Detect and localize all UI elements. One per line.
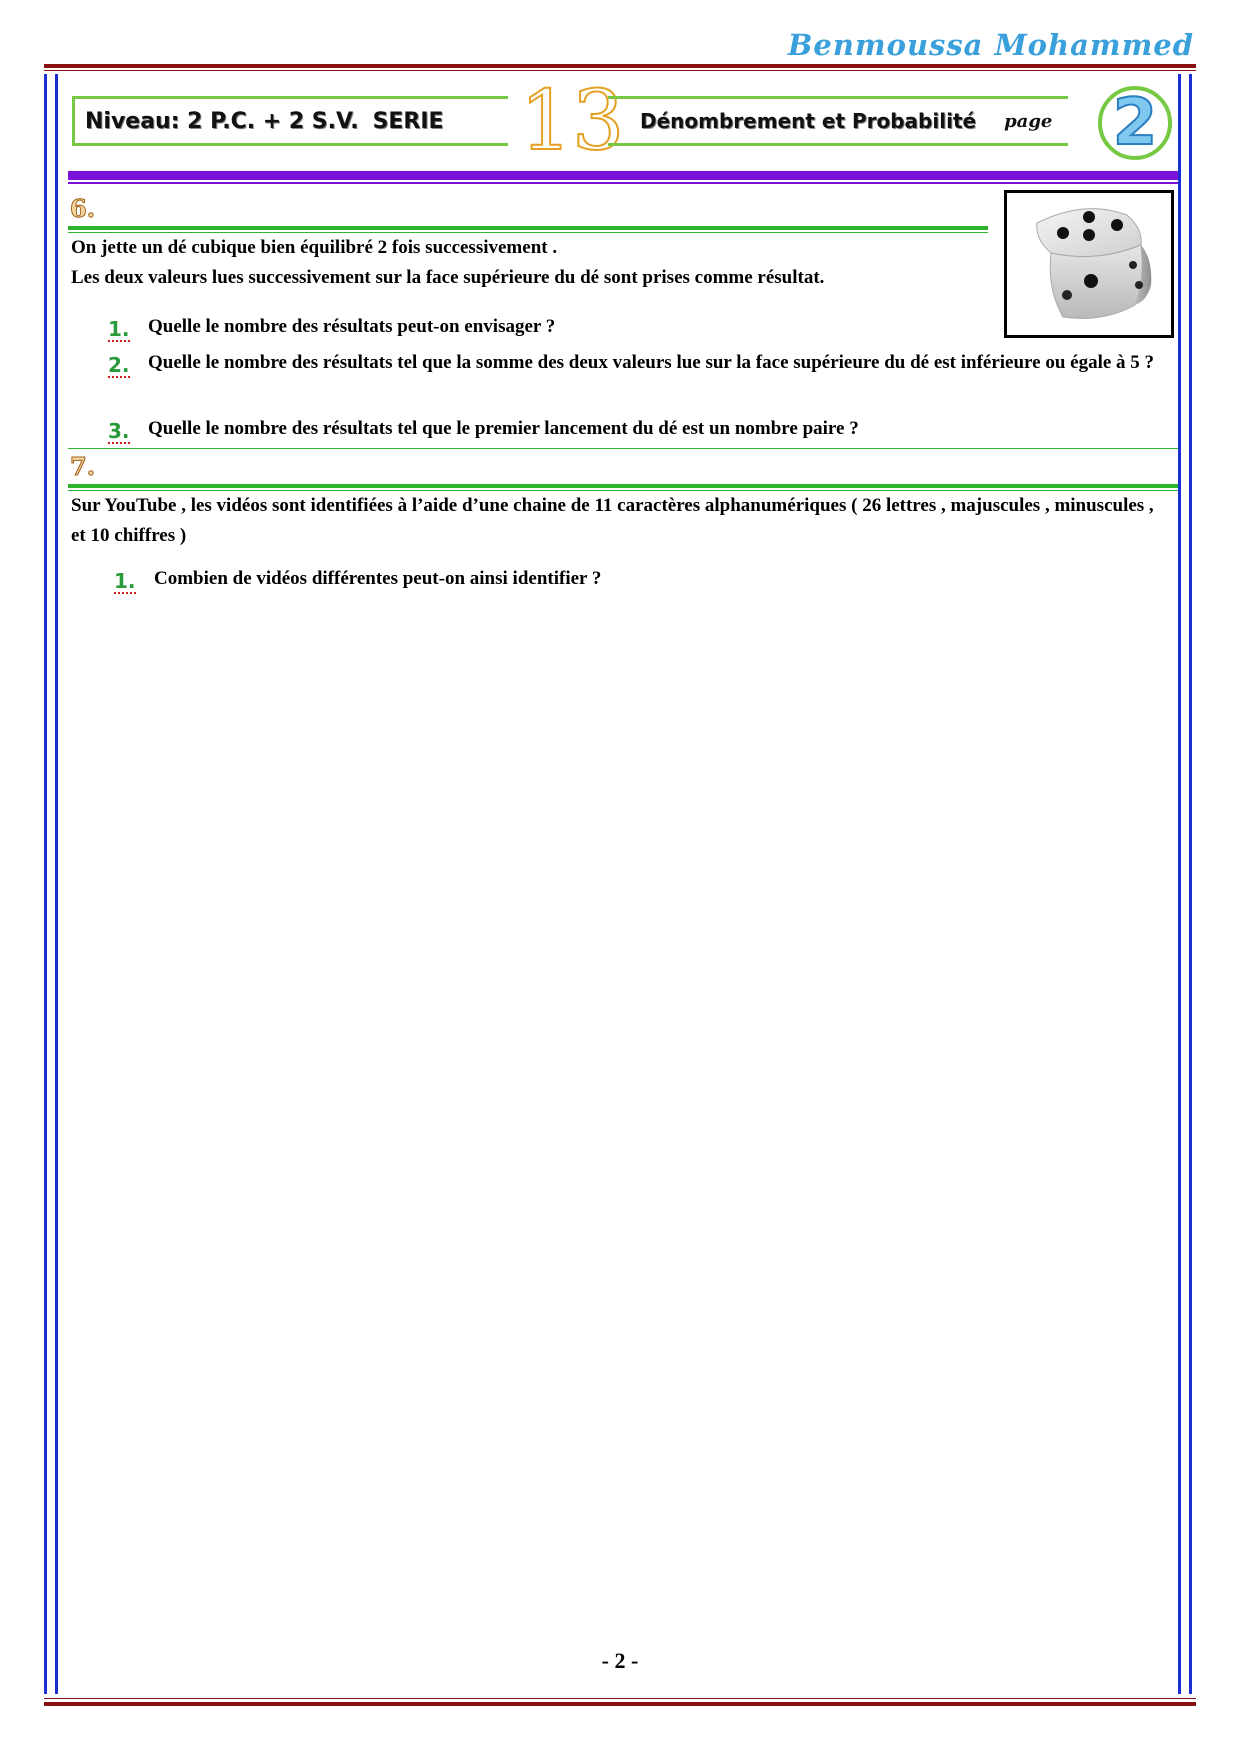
exercise-6-question-2: Quelle le nombre des résultats tel que la somme des deux valeurs lue sur la face supérieure du dé est inférieure ou égale à 5 ? bbox=[148, 352, 1155, 373]
page-footer: - 2 - bbox=[601, 1648, 639, 1673]
header-title-box bbox=[608, 96, 1068, 146]
exercise-7-top-rule bbox=[68, 448, 1178, 449]
exercise-6-number: 6. bbox=[70, 194, 96, 223]
frame-left bbox=[44, 74, 58, 1694]
exercise-7-question-1: Combien de vidéos différentes peut-on ainsi identifier ? bbox=[154, 568, 602, 589]
header-divider bbox=[68, 171, 1178, 180]
exercise-6-line-2: Les deux valeurs lues successivement sur la face supérieure du dé sont prises comme résultat. bbox=[71, 267, 825, 288]
exercise-6-rule bbox=[68, 226, 988, 230]
header-divider-thin bbox=[68, 182, 1178, 184]
exercise-6-question-3: Quelle le nombre des résultats tel que le premier lancement du dé est un nombre paire ? bbox=[148, 418, 859, 439]
bottom-rule-thin bbox=[44, 1698, 1196, 1699]
header-title: Dénombrement et Probabilité bbox=[640, 109, 977, 133]
exercise-6-question-2-number: 2. bbox=[108, 353, 130, 377]
bottom-rule bbox=[44, 1702, 1196, 1706]
exercise-6-line-1: On jette un dé cubique bien équilibré 2 fois successivement . bbox=[71, 237, 558, 258]
header-level: Niveau: 2 P.C. + 2 S.V. bbox=[85, 108, 359, 134]
exercise-7-question-1-number: 1. bbox=[114, 569, 136, 593]
page-label: page bbox=[1004, 110, 1053, 132]
exercise-6-question-1: Quelle le nombre des résultats peut-on envisager ? bbox=[148, 316, 556, 337]
header-level-box bbox=[72, 96, 508, 146]
exercise-7-number: 7. bbox=[70, 452, 96, 481]
serie-number-text: 13 bbox=[520, 74, 625, 169]
serie-number bbox=[520, 74, 625, 169]
page-number: 2 bbox=[1112, 86, 1158, 160]
header-serie-label: SERIE bbox=[372, 108, 444, 134]
top-rule bbox=[44, 64, 1196, 68]
exercise-7-text: Sur YouTube , les vidéos sont identifiées à l’aide d’une chaine de 11 caractères alphanumériques ( 26 lettres , majuscules , minuscules , et 10 chiffres ) bbox=[71, 495, 1154, 546]
exercise-6-question-3-number: 3. bbox=[108, 419, 130, 443]
exercise-7-rule bbox=[68, 484, 1178, 488]
exercise-6-question-1-number: 1. bbox=[108, 317, 130, 341]
top-rule-thin bbox=[44, 70, 1196, 71]
page-number-badge bbox=[1098, 86, 1172, 160]
author-signature: Benmoussa Mohammed bbox=[787, 28, 1194, 62]
frame-right bbox=[1178, 74, 1192, 1694]
